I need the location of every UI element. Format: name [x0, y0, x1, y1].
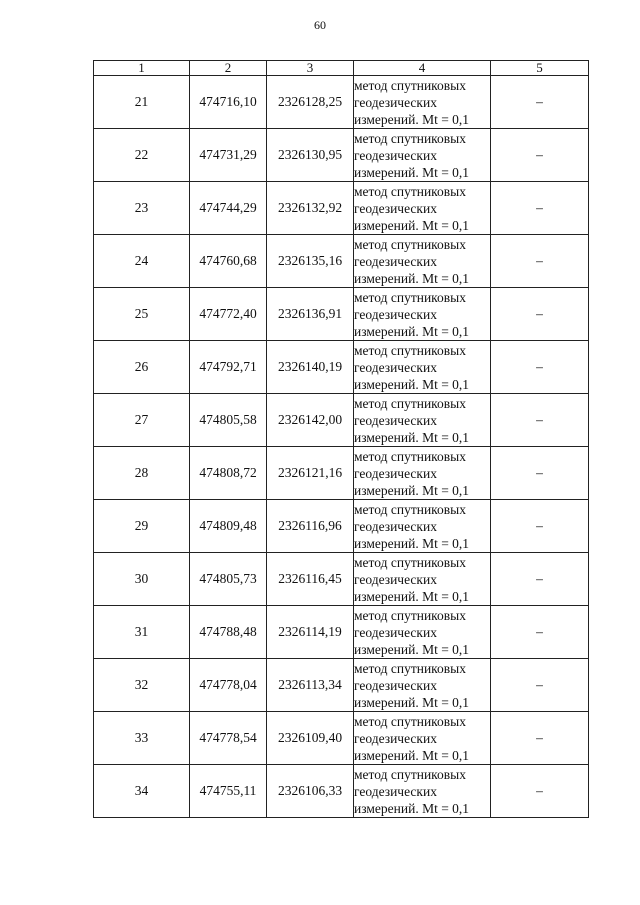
point-number: 23 [94, 182, 190, 235]
method-line: геодезических [354, 571, 437, 587]
note-cell: – [491, 288, 589, 341]
method-cell [354, 76, 491, 129]
method-line: геодезических [354, 783, 437, 799]
method-line: геодезических [354, 200, 437, 216]
point-number: 29 [94, 500, 190, 553]
table-row [94, 765, 589, 818]
method-cell [354, 553, 491, 606]
table-row [94, 712, 589, 765]
coordinate-x: 474805,58 [190, 394, 267, 447]
header-col-4: 4 [354, 61, 491, 76]
coordinate-y: 2326114,19 [267, 606, 354, 659]
method-cell [354, 765, 491, 818]
method-line: геодезических [354, 465, 437, 481]
method-line: метод спутниковых [354, 130, 466, 146]
table-row [94, 447, 589, 500]
table-row [94, 553, 589, 606]
method-cell [354, 235, 491, 288]
point-number: 26 [94, 341, 190, 394]
point-number: 28 [94, 447, 190, 500]
header-col-5: 5 [491, 61, 589, 76]
note-cell: – [491, 765, 589, 818]
method-line: метод спутниковых [354, 448, 466, 464]
method-line: метод спутниковых [354, 713, 466, 729]
point-number: 31 [94, 606, 190, 659]
method-line: геодезических [354, 412, 437, 428]
note-cell: – [491, 76, 589, 129]
method-line: геодезических [354, 624, 437, 640]
method-line: геодезических [354, 253, 437, 269]
method-line: измерений. Mt = 0,1 [354, 376, 470, 392]
coordinate-x: 474778,04 [190, 659, 267, 712]
note-cell: – [491, 129, 589, 182]
method-line: геодезических [354, 677, 437, 693]
method-line: геодезических [354, 94, 437, 110]
note-cell: – [491, 659, 589, 712]
method-line: метод спутниковых [354, 77, 466, 93]
note-cell: – [491, 553, 589, 606]
coordinate-x: 474809,48 [190, 500, 267, 553]
method-line: метод спутниковых [354, 236, 466, 252]
page-number: 60 [314, 18, 326, 32]
method-cell [354, 606, 491, 659]
note-cell: – [491, 500, 589, 553]
table-row [94, 606, 589, 659]
method-cell [354, 341, 491, 394]
point-number: 33 [94, 712, 190, 765]
method-line: измерений. Mt = 0,1 [354, 270, 470, 286]
coordinate-y: 2326135,16 [267, 235, 354, 288]
method-line: геодезических [354, 730, 437, 746]
coordinate-x: 474760,68 [190, 235, 267, 288]
coordinate-y: 2326109,40 [267, 712, 354, 765]
note-cell: – [491, 235, 589, 288]
method-line: измерений. Mt = 0,1 [354, 111, 470, 127]
method-line: геодезических [354, 359, 437, 375]
method-line: измерений. Mt = 0,1 [354, 588, 470, 604]
point-number: 22 [94, 129, 190, 182]
header-col-1: 1 [94, 61, 190, 76]
point-number: 21 [94, 76, 190, 129]
table-row [94, 500, 589, 553]
coordinate-y: 2326128,25 [267, 76, 354, 129]
method-line: измерений. Mt = 0,1 [354, 694, 470, 710]
method-cell [354, 500, 491, 553]
note-cell: – [491, 447, 589, 500]
coordinate-x: 474755,11 [190, 765, 267, 818]
coordinate-y: 2326132,92 [267, 182, 354, 235]
method-cell [354, 182, 491, 235]
table-row [94, 182, 589, 235]
coordinate-x: 474788,48 [190, 606, 267, 659]
note-cell: – [491, 712, 589, 765]
coordinate-y: 2326113,34 [267, 659, 354, 712]
method-line: метод спутниковых [354, 766, 466, 782]
header-col-2: 2 [190, 61, 267, 76]
method-line: метод спутниковых [354, 289, 466, 305]
coordinate-x: 474716,10 [190, 76, 267, 129]
note-cell: – [491, 394, 589, 447]
point-number: 32 [94, 659, 190, 712]
method-line: метод спутниковых [354, 342, 466, 358]
method-cell [354, 712, 491, 765]
method-line: геодезических [354, 306, 437, 322]
coordinate-y: 2326142,00 [267, 394, 354, 447]
method-line: измерений. Mt = 0,1 [354, 217, 470, 233]
note-cell: – [491, 341, 589, 394]
coordinate-x: 474792,71 [190, 341, 267, 394]
table-row [94, 288, 589, 341]
coordinate-y: 2326116,45 [267, 553, 354, 606]
method-line: метод спутниковых [354, 501, 466, 517]
method-line: измерений. Mt = 0,1 [354, 482, 470, 498]
method-cell [354, 288, 491, 341]
coordinate-y: 2326136,91 [267, 288, 354, 341]
header-col-3: 3 [267, 61, 354, 76]
method-line: измерений. Mt = 0,1 [354, 429, 470, 445]
method-cell [354, 447, 491, 500]
point-number: 24 [94, 235, 190, 288]
table-row [94, 659, 589, 712]
coordinate-x: 474808,72 [190, 447, 267, 500]
method-line: измерений. Mt = 0,1 [354, 535, 470, 551]
method-cell [354, 129, 491, 182]
method-line: метод спутниковых [354, 554, 466, 570]
coordinate-y: 2326116,96 [267, 500, 354, 553]
method-line: измерений. Mt = 0,1 [354, 641, 470, 657]
note-cell: – [491, 606, 589, 659]
coordinate-x: 474778,54 [190, 712, 267, 765]
table-row [94, 341, 589, 394]
method-line: измерений. Mt = 0,1 [354, 800, 470, 816]
coordinate-y: 2326130,95 [267, 129, 354, 182]
coordinate-y: 2326140,19 [267, 341, 354, 394]
table-row [94, 76, 589, 129]
coordinate-x: 474772,40 [190, 288, 267, 341]
method-line: геодезических [354, 518, 437, 534]
method-line: метод спутниковых [354, 607, 466, 623]
coordinate-y: 2326121,16 [267, 447, 354, 500]
method-line: метод спутниковых [354, 660, 466, 676]
method-line: измерений. Mt = 0,1 [354, 323, 470, 339]
method-line: геодезических [354, 147, 437, 163]
method-cell [354, 394, 491, 447]
coordinate-x: 474744,29 [190, 182, 267, 235]
method-cell [354, 659, 491, 712]
point-number: 30 [94, 553, 190, 606]
method-line: метод спутниковых [354, 183, 466, 199]
point-number: 34 [94, 765, 190, 818]
point-number: 27 [94, 394, 190, 447]
coordinates-table [93, 60, 589, 818]
point-number: 25 [94, 288, 190, 341]
coordinate-x: 474805,73 [190, 553, 267, 606]
table-row [94, 129, 589, 182]
table-row [94, 235, 589, 288]
method-line: измерений. Mt = 0,1 [354, 164, 470, 180]
coordinate-y: 2326106,33 [267, 765, 354, 818]
method-line: метод спутниковых [354, 395, 466, 411]
coordinate-x: 474731,29 [190, 129, 267, 182]
table-body [94, 76, 589, 818]
note-cell: – [491, 182, 589, 235]
table-header [94, 61, 589, 76]
method-line: измерений. Mt = 0,1 [354, 747, 470, 763]
table-row [94, 394, 589, 447]
